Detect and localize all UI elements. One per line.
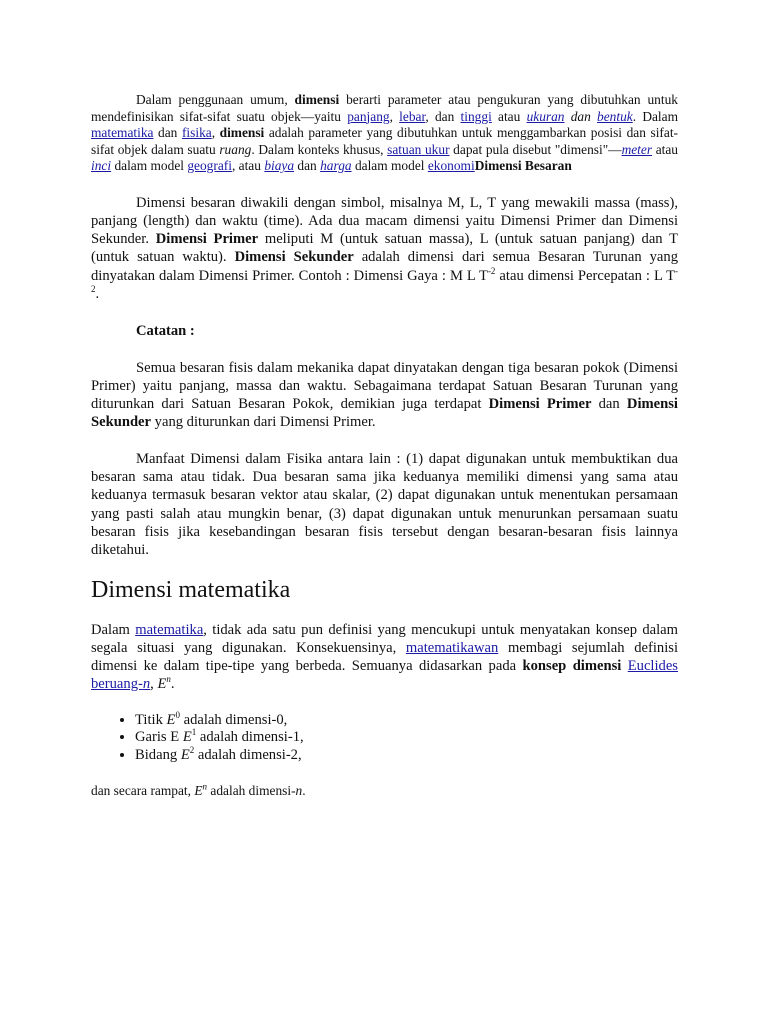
superscript: 0 bbox=[175, 709, 180, 720]
text: atau bbox=[652, 141, 679, 157]
superscript: 2 bbox=[189, 744, 195, 755]
text: dan secara rampat, bbox=[91, 783, 195, 799]
text: . bbox=[95, 285, 100, 302]
superscript: n bbox=[166, 674, 171, 685]
math-symbol: E bbox=[194, 783, 203, 799]
text: atau dimensi Percepatan : L T bbox=[495, 267, 675, 284]
text: Dalam bbox=[91, 621, 136, 638]
list-item bbox=[135, 744, 678, 765]
paragraph-manfaat-dimensi bbox=[91, 450, 678, 560]
link-inci[interactable]: inci bbox=[91, 158, 112, 173]
link-satuan-ukur[interactable]: satuan ukur bbox=[387, 141, 450, 157]
text: dan bbox=[564, 108, 598, 124]
text: membagi sejumlah definisi dimensi ke dalam tipe-tipe yang berbeda. Semuanya didasarkan pada bbox=[91, 639, 678, 675]
link-panjang[interactable]: panjang bbox=[347, 108, 390, 124]
text: Dimensi besaran diwakili dengan simbol, misalnya M, L, T yang mewakili massa (mass), panjang (length) dan waktu (time). Ada dua macam dimensi yaitu Dimensi Primer dan Dimensi Sekunder. bbox=[91, 194, 678, 248]
text: Manfaat Dimensi dalam Fisika antara lain : (1) dapat digunakan untuk membuktikan dua besaran sama atau tidak. Dua besaran sama jika keduanya memiliki dimensi yang sama atau keduanya termasuk besaran vektor atau skalar, (2) dapat digunakan untuk menentukan persamaan yang pasti salah atau mungkin benar, (3) dapat digunakan untuk menurunkan persamaan suatu besaran fisis jika kesebandingan besaran fisis tersebut dengan besaran-besaran fisis lainnya diketahui. bbox=[91, 450, 678, 559]
text: Garis E bbox=[135, 729, 183, 746]
bold-term: Dimensi Primer bbox=[488, 396, 592, 413]
text: atau bbox=[491, 108, 527, 124]
text: adalah dimensi-2, bbox=[194, 746, 302, 763]
text: , bbox=[211, 125, 220, 140]
document-page bbox=[91, 92, 678, 801]
math-symbol: n bbox=[295, 783, 303, 799]
text: Bidang bbox=[135, 746, 181, 763]
catatan-label bbox=[91, 322, 678, 340]
math-symbol: E bbox=[180, 746, 190, 763]
text: adalah dimensi-1, bbox=[196, 729, 304, 746]
text: , bbox=[150, 676, 158, 693]
text: Dalam penggunaan umum, bbox=[136, 92, 295, 107]
text: adalah parameter yang dibutuhkan untuk menggambarkan posisi dan sifat-sifat objek dalam suatu bbox=[91, 125, 678, 157]
text: dan bbox=[591, 396, 627, 413]
superscript: n bbox=[202, 781, 208, 792]
superscript: -2 bbox=[91, 265, 678, 295]
text: meliputi M (untuk satuan massa), L (untuk satuan panjang) dan T (untuk satuan waktu). bbox=[91, 231, 678, 266]
bold-term: dimensi bbox=[219, 125, 265, 140]
text: Semua besaran fisis dalam mekanika dapat dinyatakan dengan tiga besaran pokok (Dimensi Primer) yaitu panjang, massa dan waktu. Sebagaimana terdapat Satuan Besaran Turunan yang diturunkan dari Satuan Besaran Pokok, demikian juga terdapat bbox=[91, 359, 678, 413]
bold-term: Dimensi Sekunder bbox=[234, 249, 354, 266]
link-lebar[interactable]: lebar bbox=[399, 108, 426, 124]
section-heading: Dimensi matematika bbox=[91, 576, 291, 603]
bold-term: konsep dimensi bbox=[522, 658, 622, 675]
text: dalam model bbox=[351, 158, 428, 173]
link-fisika[interactable]: fisika bbox=[181, 125, 212, 140]
math-symbol: E bbox=[182, 729, 192, 746]
dimension-list bbox=[91, 709, 678, 765]
link-matematika[interactable]: matematika bbox=[91, 125, 154, 140]
link-tinggi[interactable]: tinggi bbox=[460, 108, 492, 124]
text: . bbox=[302, 783, 306, 799]
link-harga[interactable]: harga bbox=[320, 158, 352, 173]
text: , tidak ada satu pun definisi yang mencukupi untuk menyatakan konsep dalam segala situasi yang digunakan. Konsekuensinya, bbox=[91, 621, 678, 656]
math-symbol: E bbox=[166, 711, 176, 728]
text: , atau bbox=[231, 158, 265, 173]
link-ukuran[interactable]: ukuran bbox=[526, 108, 565, 124]
text: . Dalam bbox=[632, 108, 679, 124]
link-text: Euclides beruang- bbox=[91, 658, 678, 693]
list-item bbox=[135, 709, 678, 730]
math-symbol: E bbox=[157, 676, 167, 693]
bold-term: Dimensi Sekunder bbox=[91, 396, 678, 431]
bold-label: Catatan : bbox=[136, 323, 195, 340]
paragraph-dimensi-besaran bbox=[91, 194, 678, 304]
paragraph-besaran-pokok bbox=[91, 359, 678, 432]
text: dan bbox=[153, 125, 182, 140]
text: adalah dimensi- bbox=[207, 783, 296, 799]
superscript: 1 bbox=[191, 727, 197, 738]
text: . Dalam konteks khusus, bbox=[251, 141, 388, 157]
text: berarti parameter atau pengukuran yang dibutuhkan untuk mendefinisikan sifat-sifat suatu objek—yaitu bbox=[91, 92, 678, 124]
paragraph-dimensi-matematika bbox=[91, 621, 678, 694]
bold-term: dimensi bbox=[294, 92, 340, 107]
text: , bbox=[389, 108, 400, 124]
text: adalah dimensi dari semua Besaran Turunan yang dinyatakan dalam Dimensi Primer. Contoh : Dimensi Gaya : M L T bbox=[91, 249, 678, 284]
text: adalah dimensi-0, bbox=[179, 711, 288, 728]
link-biaya[interactable]: biaya bbox=[264, 158, 295, 173]
italic-term: ruang bbox=[219, 141, 252, 157]
link-geografi[interactable]: geografi bbox=[187, 158, 232, 173]
bold-term: Dimensi Primer bbox=[155, 231, 259, 248]
text: dan bbox=[294, 158, 321, 173]
link-ekonomi[interactable]: ekonomi bbox=[427, 158, 475, 173]
link-text-italic: n bbox=[142, 676, 151, 693]
text: Titik bbox=[135, 711, 167, 728]
text: dalam model bbox=[111, 158, 188, 173]
text: yang diturunkan dari Dimensi Primer. bbox=[151, 414, 376, 431]
bold-heading-inline: Dimensi Besaran bbox=[474, 158, 572, 173]
paragraph-rampat bbox=[91, 782, 678, 800]
link-matematika-2[interactable]: matematika bbox=[135, 621, 204, 638]
paragraph-intro bbox=[91, 92, 678, 175]
superscript: -2 bbox=[487, 265, 496, 276]
link-meter[interactable]: meter bbox=[621, 141, 653, 157]
text: . bbox=[170, 676, 175, 693]
link-bentuk[interactable]: bentuk bbox=[597, 108, 633, 124]
text: , dan bbox=[425, 108, 461, 124]
list-item bbox=[135, 729, 678, 747]
text: dapat pula disebut "dimensi"— bbox=[449, 141, 622, 157]
link-matematikawan[interactable]: matematikawan bbox=[405, 639, 499, 656]
